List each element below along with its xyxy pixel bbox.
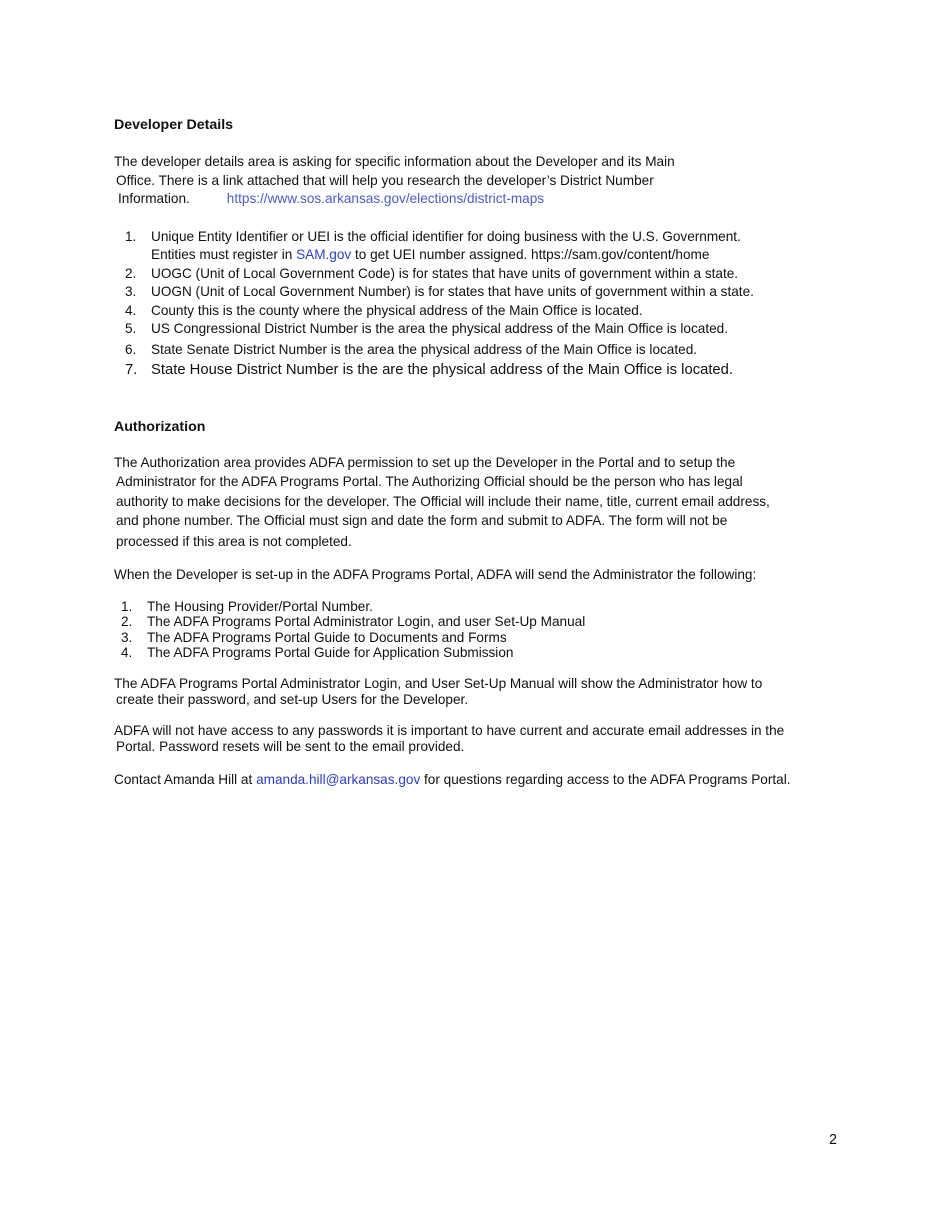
list-item: 7. State House District Number is the are the physical address of the Main Office is located. bbox=[125, 362, 734, 378]
sam-gov-link[interactable]: SAM.gov bbox=[296, 247, 352, 262]
list-item: 2. The ADFA Programs Portal Administrator Login, and user Set-Up Manual bbox=[121, 614, 586, 630]
list-item: 2. UOGC (Unit of Local Government Code) is for states that have units of government within a state. bbox=[125, 265, 739, 281]
list-item: 1. The Housing Provider/Portal Number. bbox=[121, 599, 373, 614]
list-item: 4. The ADFA Programs Portal Guide for Application Submission bbox=[121, 645, 514, 661]
list-item: 3. UOGN (Unit of Local Government Number) is for states that have units of government within a state. bbox=[125, 284, 754, 299]
passwords-paragraph: ADFA will not have access to any passwords it is important to have current and accurate email addresses in the Portal. Password resets will be sent to the email provided. bbox=[114, 722, 785, 754]
contact-email-link[interactable]: amanda.hill@arkansas.gov bbox=[256, 771, 421, 787]
contact-paragraph: Contact Amanda Hill at amanda.hill@arkansas.gov for questions regarding access to the ADFA Programs Portal. bbox=[114, 771, 791, 787]
administrator-items-list bbox=[114, 599, 826, 661]
document-page bbox=[114, 116, 826, 789]
manual-paragraph: The ADFA Programs Portal Administrator Login, and User Set-Up Manual will show the Administrator how to create their password, and set-up Users for the Developer. bbox=[114, 675, 763, 707]
list-item: 4. County this is the county where the physical address of the Main Office is located. bbox=[125, 302, 643, 318]
list-item: 6. State Senate District Number is the area the physical address of the Main Office is located. bbox=[125, 341, 698, 357]
developer-intro: The developer details area is asking for specific information about the Developer and its Main Office. There is a link attached that will help you research the developer’s District Number Information. https://www.sos.arkansas.gov/elections/district-maps bbox=[114, 154, 675, 206]
list-item: 5. US Congressional District Number is the area the physical address of the Main Office is located. bbox=[125, 321, 728, 336]
list-item: 1. Unique Entity Identifier or UEI is the official identifier for doing business with the U.S. Government. Entities must register in SAM.gov to get UEI number assigned. https://sam.gov/content/home bbox=[125, 228, 741, 262]
developer-details-heading: Developer Details bbox=[114, 117, 234, 133]
administrator-intro: When the Developer is set-up in the ADFA Programs Portal, ADFA will send the Administrator the following: bbox=[114, 566, 757, 582]
authorization-heading: Authorization bbox=[114, 418, 206, 435]
page-number: 2 bbox=[829, 1132, 838, 1148]
developer-details-list bbox=[114, 228, 826, 380]
district-maps-link[interactable]: https://www.sos.arkansas.gov/elections/district-maps bbox=[226, 191, 545, 206]
authorization-paragraph: The Authorization area provides ADFA permission to set up the Developer in the Portal and to setup the Administrator for the ADFA Programs Portal. The Authorizing Official should be the person who has legal authority to make decisions for the developer. The Official will include their name, title, current email address, and phone number. The Official must sign and date the form and submit to ADFA. The form will not be processed if this area is not completed. bbox=[114, 454, 770, 549]
list-item: 3. The ADFA Programs Portal Guide to Documents and Forms bbox=[121, 629, 507, 645]
